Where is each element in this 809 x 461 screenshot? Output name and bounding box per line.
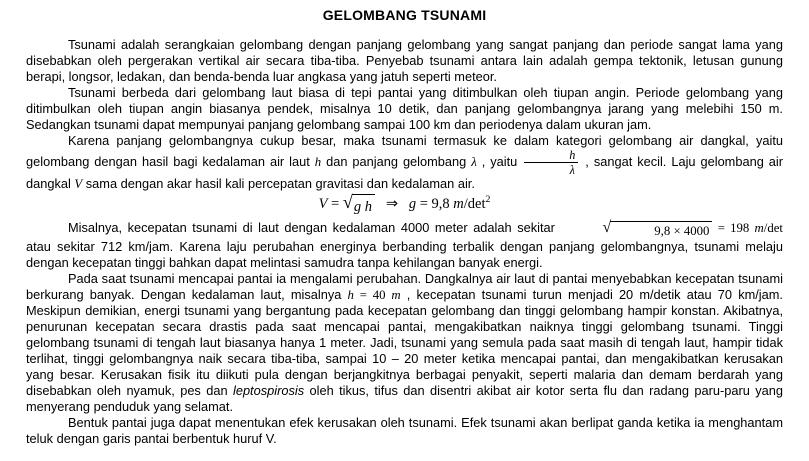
math-text: = 198 (712, 221, 755, 236)
math-text: /det (463, 196, 486, 213)
paragraph-mencapai-pantai: Pada saat tsunami mencapai pantai ia mengalami perubahan. Dangkalnya air laut di pantai menyebabkan kecepatan tsunami berkurang banyak. Dengan kedalaman laut, misalnya h = 40 m , kecepatan tsunami turun menjadi 20 m/detik atau 70 km/jam. Meskipun demikian, energi tsunami yang bergantung pada kecepatan gelombang dan tinggi gelombang hampir konstan. Akibatnya, penurunan kecepatan secara drastis pada saat mencapai pantai, mengakibatkan naiknya tinggi gelombang tsunami. Tinggi gelombang tsunami di tengah laut biasanya hanya 1 meter. Jadi, tsunami yang semula pada saat masih di tengah laut, hampir tidak terlihat, tinggi gelombangnya naik secara tiba-tiba, sampai 10 – 20 meter ketika mencapai pantai, dan mengakibatkan kerusakan yang besar. Kerusakan fisik itu diikuti pula dengan berjangkitnya berbagai penyakit, seperti malaria dan demam berdarah yang disebabkan oleh nyamuk, pes dan leptospirosis oleh tikus, tifus dan disentri akibat air kotor serta flu dan radang paru-paru yang menyerang penduduk yang selamat. (26, 271, 783, 415)
fraction-numerator: h (524, 149, 578, 163)
math-variable: g (408, 196, 417, 213)
math-text: ⇒ (374, 196, 409, 213)
radical-sign: √ (342, 192, 353, 213)
math-text: /det (763, 221, 783, 236)
math-variable: m (453, 196, 464, 213)
italic-term: leptospirosis (232, 383, 305, 399)
paragraph-intro: Tsunami adalah serangkaian gelombang dengan panjang gelombang yang sangat panjang dan periode sangat lama yang disebabkan oleh pergerakan vertikal air secara tiba-tiba. Penyebab tsunami antara lain adalah gempa tektonik, letusan gunung berapi, longsor, ledakan, dan benda-benda luar angkasa yang jatuh seperti meteor. (26, 37, 783, 84)
math-variable: V (74, 177, 83, 192)
paragraph-perbedaan: Tsunami berbeda dari gelombang laut biasa di tepi pantai yang ditimbulkan oleh tiupan angin. Periode gelombang yang ditimbulkan oleh tiupan angin biasanya pendek, misalnya 10 detik, dan panjang gelombangnya jarang yang melebihi 150 m. Sedangkan tsunami dapat mempunyai panjang gelombang sampai 100 km dan periodenya dalam ukuran jam. (26, 85, 783, 132)
math-variable: V (318, 196, 328, 213)
math-text: = (327, 196, 343, 213)
paragraph-gelombang-dangkal: Karena panjang gelombangnya cukup besar, maka tsunami termasuk ke dalam kategori gelombang air dangkal, yaitu gelombang dengan hasil bagi kedalaman air laut h dan panjang gelombang λ , yaitu $\frac{h}{\lambda}$ , sangat kecil. Laju gelombang air dangkal V sama dengan akar hasil kali percepatan gravitasi dan kedalaman air. (26, 133, 783, 192)
paragraph-bentuk-pantai: Bentuk pantai juga dapat menentukan efek kerusakan oleh tsunami. Efek tsunami akan berlipat ganda ketika ia menghantam teluk dengan garis pantai berbentuk huruf V. (26, 415, 783, 447)
square-root (343, 193, 375, 218)
radicand (352, 194, 375, 218)
document-title: GELOMBANG TSUNAMI (322, 7, 487, 23)
square-root (560, 220, 712, 239)
math-variable: m (754, 221, 764, 236)
math-variable: m (391, 288, 401, 303)
math-text: = 9,8 (416, 196, 454, 213)
math-variable: h (314, 155, 322, 170)
math-variable: h (347, 288, 354, 303)
math-variable: λ (471, 155, 477, 170)
superscript: 2 (485, 194, 491, 206)
math-text: 9,8 × 4000 (654, 224, 710, 239)
fraction-denominator: λ (569, 163, 575, 178)
math-variable: g h (353, 199, 372, 216)
display-formula (26, 193, 783, 218)
radicand (610, 221, 712, 239)
fraction (524, 149, 578, 176)
radical-sign: √ (602, 219, 612, 237)
paragraph-kecepatan: Misalnya, kecepatan tsunami di laut dengan kedalaman 4000 meter adalah sekitar √ 9,8 × 4000 = 198 m/det atau sekitar 712 km/jam. Karena laju perubahan energinya berbanding terbalik dengan panjang gelombangnya, tsunami melaju dengan kecepatan tinggi bahkan dapat melintasi samudra tanpa kehilangan banyak energi. (26, 219, 783, 271)
math-text: = 40 (353, 288, 392, 303)
